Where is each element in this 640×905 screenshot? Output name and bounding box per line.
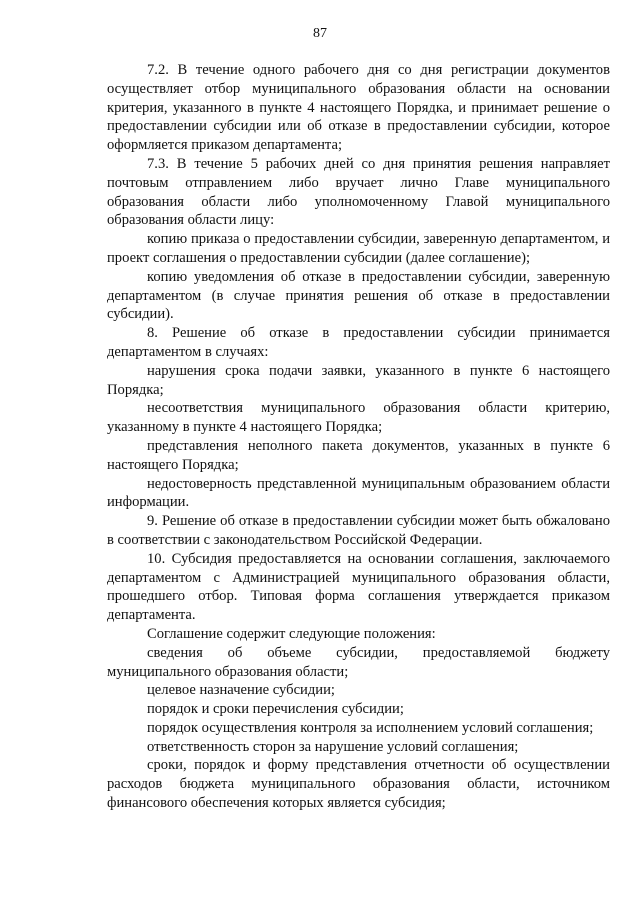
list-item-unreliable-info: недостоверность представленной муниципальным образованием области информации.	[107, 475, 610, 511]
paragraph-7-3: 7.3. В течение 5 рабочих дней со дня принятия решения направляет почтовым отправлением либо вручает лично Главе муниципального образования области либо уполномоченному Главой муниципального образования области лицу:	[107, 155, 610, 229]
list-item-reporting: сроки, порядок и форму представления отчетности об осуществлении расходов бюджета муниципального образования области, источником финансового обеспечения которых является субсидия;	[107, 757, 610, 812]
list-item-criterion-mismatch: несоответствия муниципального образования области критерию, указанному в пункте 4 настоящего Порядка;	[107, 400, 610, 436]
list-item-incomplete-documents: представления неполного пакета документов, указанных в пункте 6 настоящего Порядка;	[107, 437, 610, 473]
paragraph-agreement-provisions: Соглашение содержит следующие положения:	[147, 625, 436, 642]
paragraph-8: 8. Решение об отказе в предоставлении субсидии принимается департаментом в случаях:	[107, 325, 610, 360]
paragraph-10: 10. Субсидия предоставляется на основании соглашения, заключаемого департаментом с Администрацией муниципального образования области, прошедшего отбор. Типовая форма соглашения утверждается приказом департамента.	[107, 550, 610, 624]
list-item-subsidy-amount: сведения об объеме субсидии, предоставляемой бюджету муниципального образования области;	[107, 644, 610, 680]
list-item-refusal-notice: копию уведомления об отказе в предоставлении субсидии, заверенную департаментом (в случае принятия решения об отказе в предоставлении субсидии).	[107, 268, 610, 323]
list-item-responsibility: ответственность сторон за нарушение условий соглашения;	[147, 738, 519, 755]
list-item-transfer-terms: порядок и сроки перечисления субсидии;	[147, 701, 404, 718]
list-item-order-copy: копию приказа о предоставлении субсидии, заверенную департаментом, и проект соглашения о предоставлении субсидии (далее соглашение);	[107, 231, 610, 266]
document-body	[107, 61, 610, 813]
paragraph-7-2: 7.2. В течение одного рабочего дня со дня регистрации документов осуществляет отбор муниципального образования области на основании критерия, указанного в пункте 4 настоящего Порядка, и принимает решение о предоставлении субсидии или об отказе в предоставлении субсидии, которое оформляется приказом департамента;	[107, 62, 610, 154]
list-item-deadline-violation: нарушения срока подачи заявки, указанного в пункте 6 настоящего Порядка;	[107, 362, 610, 398]
list-item-purpose: целевое назначение субсидии;	[147, 682, 335, 699]
list-item-control-procedure: порядок осуществления контроля за исполнением условий соглашения;	[147, 719, 594, 736]
page-number: 87	[313, 26, 327, 41]
paragraph-9: 9. Решение об отказе в предоставлении субсидии может быть обжаловано в соответствии с законодательством Российской Федерации.	[107, 513, 610, 548]
